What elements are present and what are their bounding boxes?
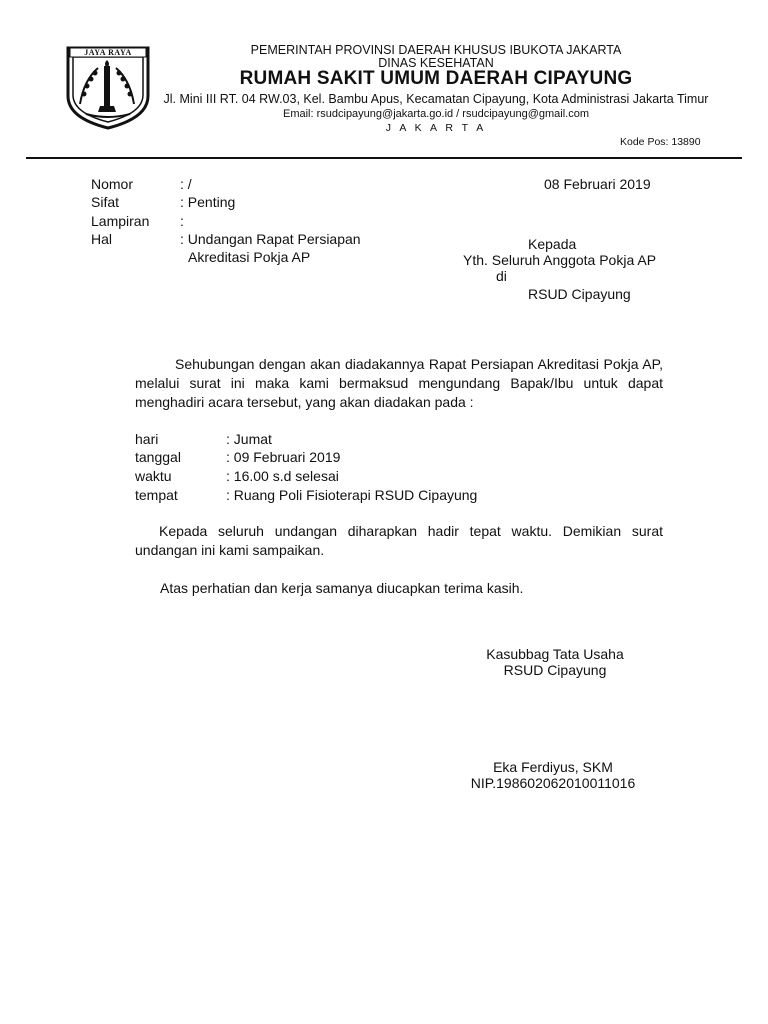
detail-value-tempat: : Ruang Poli Fisioterapi RSUD Cipayung [226,487,478,503]
recipient-yth: Yth. Seluruh Anggota Pokja AP [463,252,657,268]
postal-code: Kode Pos: 13890 [620,136,701,148]
body-paragraph-3: Atas perhatian dan kerja samanya diucapkan terima kasih. [160,580,524,596]
signature-position: Kasubbag Tata Usaha [486,646,624,662]
logo-motto: JAYA RAYA [84,48,132,57]
letterhead-divider [26,157,742,159]
sifat-value: : Penting [180,194,236,210]
detail-label-tanggal: tanggal [135,449,181,465]
body-paragraph-2: Kepada seluruh undangan diharapkan hadir tepat waktu. Demikian surat undangan ini kami sampaikan. [135,523,663,558]
hal-value-line2: Akreditasi Pokja AP [188,249,311,265]
recipient-di: di [496,268,507,284]
letter-date: 08 Februari 2019 [544,176,651,192]
hospital-name: RUMAH SAKIT UMUM DAERAH CIPAYUNG [239,68,633,89]
nomor-label: Nomor [91,176,134,192]
jakarta-emblem-logo [64,44,152,130]
hospital-email: Email: rsudcipayung@jakarta.go.id / rsudcipayung@gmail.com [282,108,590,120]
hal-value-line1: : Undangan Rapat Persiapan [180,231,361,247]
hospital-city: J A K A R T A [385,122,487,134]
hal-label: Hal [91,231,113,247]
government-name: PEMERINTAH PROVINSI DAERAH KHUSUS IBUKOTA JAKARTA [250,43,622,57]
lampiran-label: Lampiran [91,213,150,229]
body-paragraph-1: Sehubungan dengan akan diadakannya Rapat Persiapan Akreditasi Pokja AP, melalui surat ini maka kami bermaksud mengundang Bapak/Ibu untuk dapat menghadiri acara tersebut, yang akan diadakan pada : [135,356,663,410]
signature-name: Eka Ferdiyus, SKM [493,759,613,775]
detail-label-waktu: waktu [135,468,172,484]
detail-label-tempat: tempat [135,487,178,503]
lampiran-value: : [180,213,184,229]
detail-value-hari: : Jumat [226,431,272,447]
detail-value-tanggal: : 09 Februari 2019 [226,449,341,465]
sifat-label: Sifat [91,194,120,210]
detail-label-hari: hari [135,431,159,447]
detail-value-waktu: : 16.00 s.d selesai [226,468,339,484]
department-name: DINAS KESEHATAN [378,56,494,70]
hospital-address: Jl. Mini III RT. 04 RW.03, Kel. Bambu Apus, Kecamatan Cipayung, Kota Administrasi Jakarta Timur [163,92,709,106]
nomor-value: : / [180,176,192,192]
recipient-place: RSUD Cipayung [528,286,631,302]
signature-nip: NIP.198602062010011016 [470,775,636,791]
recipient-kepada: Kepada [528,236,577,252]
signature-org: RSUD Cipayung [503,662,607,678]
